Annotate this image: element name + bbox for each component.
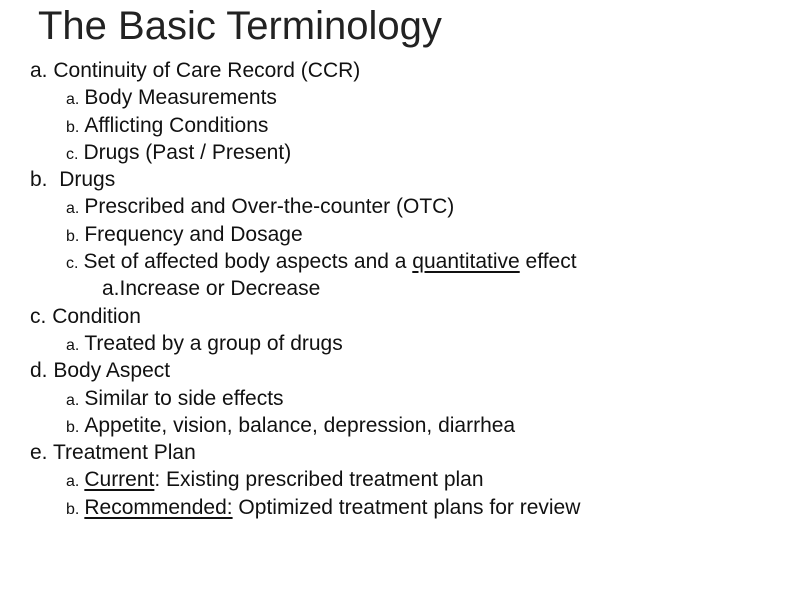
- subitem-text: Similar to side effects: [84, 386, 284, 410]
- underlined-term: Recommended:: [84, 495, 233, 519]
- outline-item-body-aspect: [30, 357, 790, 384]
- outline-subitem: [30, 221, 790, 248]
- item-marker: b.: [30, 168, 48, 192]
- item-text: Drugs: [59, 168, 116, 192]
- subitem-marker: b.: [66, 500, 80, 518]
- outline-subitem: [30, 84, 790, 111]
- subitem-text: Drugs (Past / Present): [83, 140, 292, 164]
- item-marker: e.: [30, 441, 48, 465]
- subitem-text: Prescribed and Over-the-counter (OTC): [84, 195, 455, 219]
- outline-subitem: [30, 112, 790, 139]
- outline-subitem: [30, 466, 790, 493]
- subitem-marker: a.: [66, 473, 80, 491]
- outline-subitem: [30, 193, 790, 220]
- subitem-text: Treated by a group of drugs: [84, 331, 343, 355]
- subitem-marker: c.: [66, 145, 79, 163]
- subitem-marker: a.: [66, 391, 80, 409]
- subitem-text-post: Optimized treatment plans for review: [232, 495, 581, 519]
- item-text: Condition: [52, 304, 141, 328]
- outline-item-drugs: [30, 166, 790, 193]
- subsubitem-marker: a.: [102, 277, 120, 301]
- underlined-term: Current: [84, 468, 155, 492]
- subitem-text: Appetite, vision, balance, depression, diarrhea: [84, 413, 516, 437]
- item-text: Continuity of Care Record (CCR): [53, 59, 361, 82]
- outline-subsubitem: [30, 275, 790, 302]
- item-text: Body Aspect: [53, 359, 171, 383]
- item-text: Treatment Plan: [52, 441, 196, 465]
- outline-subitem: [30, 412, 790, 439]
- subitem-text: Body Measurements: [84, 86, 277, 110]
- outline-subitem: [30, 494, 790, 521]
- subitem-marker: b.: [66, 227, 80, 245]
- subitem-marker: c.: [66, 255, 79, 273]
- subitem-text: Afflicting Conditions: [84, 113, 269, 137]
- subitem-marker: a.: [66, 200, 80, 218]
- subitem-marker: b.: [66, 118, 80, 136]
- subsubitem-text: Increase or Decrease: [119, 277, 321, 301]
- subitem-marker: a.: [66, 336, 80, 354]
- outline-subitem: [30, 248, 790, 275]
- subitem-text-post: effect: [519, 250, 577, 274]
- item-marker: a.: [30, 59, 48, 82]
- subitem-text: Frequency and Dosage: [84, 222, 303, 246]
- slide-title: The Basic Terminology: [38, 4, 442, 48]
- outline-item-treatment-plan: [30, 439, 790, 466]
- subitem-text-post: : Existing prescribed treatment plan: [154, 468, 484, 492]
- subitem-marker: b.: [66, 418, 80, 436]
- outline-item-ccr: [30, 57, 790, 84]
- outline-subitem: [30, 330, 790, 357]
- outline-item-condition: [30, 303, 790, 330]
- item-marker: c.: [30, 304, 47, 328]
- subitem-marker: a.: [66, 91, 80, 109]
- outline: [30, 57, 790, 521]
- subitem-text-pre: Set of affected body aspects and a: [83, 250, 413, 274]
- outline-subitem: [30, 139, 790, 166]
- underlined-term: quantitative: [412, 250, 520, 274]
- item-marker: d.: [30, 359, 48, 383]
- outline-subitem: [30, 385, 790, 412]
